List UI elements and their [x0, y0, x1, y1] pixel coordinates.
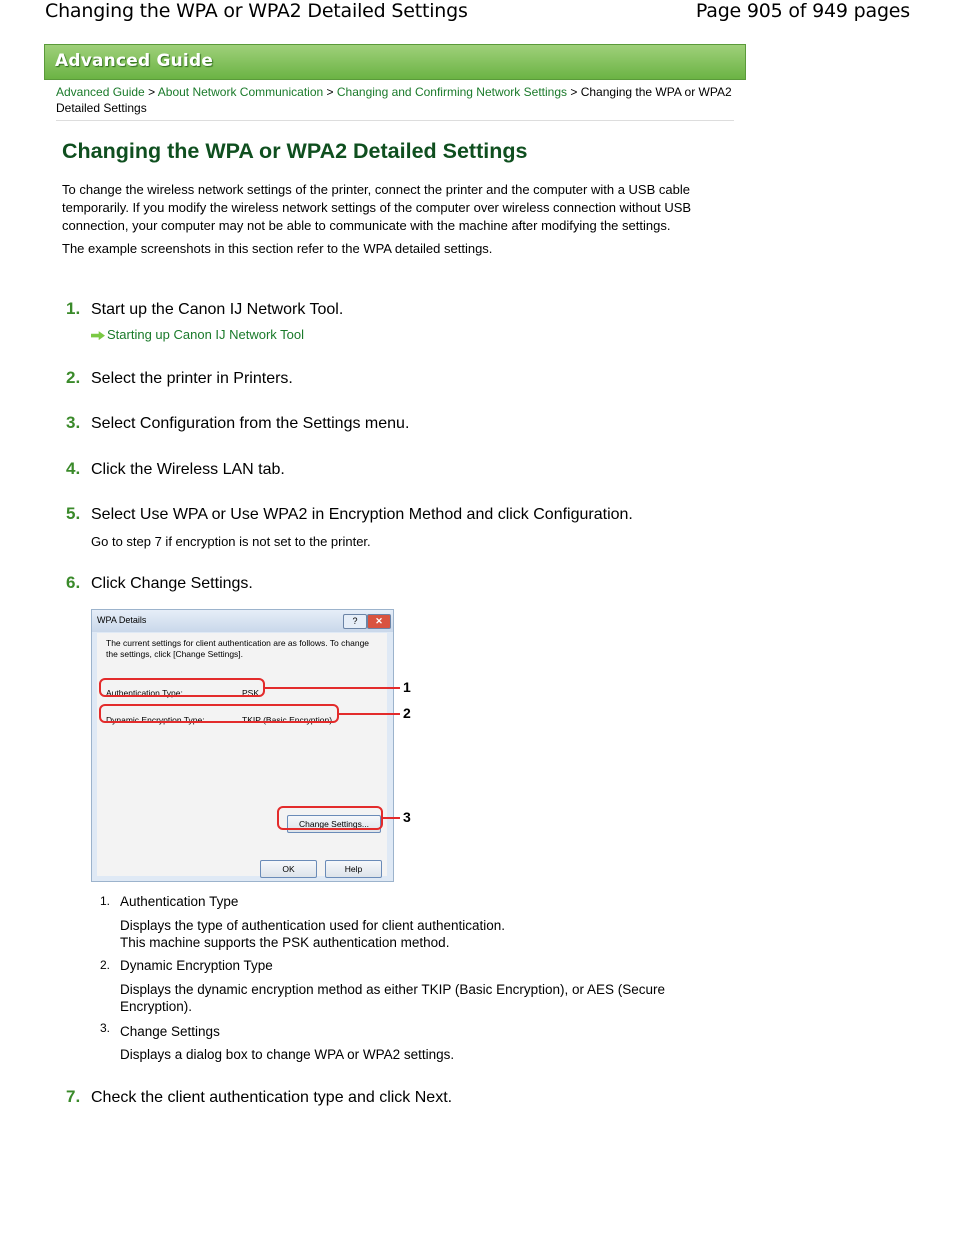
- breadcrumb-link-network-settings[interactable]: Changing and Confirming Network Settings: [336, 85, 567, 99]
- step-text: Select the printer in Printers.: [91, 370, 293, 387]
- breadcrumb-current: Changing the WPA or WPA2 Detailed Settings: [56, 85, 732, 115]
- callout-line-1: [263, 687, 400, 689]
- callout-box-2: [99, 704, 339, 723]
- close-icon: ✕: [367, 614, 391, 629]
- step-text: Click the Wireless LAN tab.: [91, 461, 285, 478]
- description-line: Displays a dialog box to change WPA or WPA2 settings.: [120, 1047, 455, 1062]
- description-line: This machine supports the PSK authentication method.: [120, 935, 450, 950]
- intro-text: [62, 181, 722, 263]
- breadcrumb-separator: >: [326, 85, 334, 99]
- step-number: 1.: [66, 299, 81, 318]
- description-line: Encryption).: [120, 999, 193, 1014]
- callout-line-2: [337, 713, 400, 715]
- step-number: 2.: [66, 368, 81, 387]
- step-2: [66, 368, 293, 388]
- callout-number-3: 3: [403, 809, 411, 825]
- step-number: 6.: [66, 573, 81, 592]
- breadcrumb-separator: >: [570, 85, 578, 99]
- legend-label: Change Settings: [120, 1024, 220, 1039]
- enc-type-value: TKIP (Basic Encryption): [242, 715, 333, 725]
- legend-number: 1.: [100, 894, 111, 908]
- step-1-link[interactable]: [91, 327, 304, 342]
- legend-label: Dynamic Encryption Type: [120, 958, 273, 973]
- dialog-message: The current settings for client authentication are as follows. To change the settings, click [Change Settings].: [106, 638, 370, 659]
- help-icon: ?: [343, 614, 367, 629]
- arrow-right-icon: [91, 331, 105, 340]
- callout-line-3: [381, 817, 400, 819]
- callout-number-2: 2: [403, 705, 411, 721]
- breadcrumb-separator: >: [148, 85, 156, 99]
- step-text: Start up the Canon IJ Network Tool.: [91, 301, 344, 318]
- breadcrumb-link-network-communication[interactable]: About Network Communication: [157, 85, 324, 99]
- legend-description: [120, 981, 665, 1015]
- intro-paragraph: The example screenshots in this section refer to the WPA detailed settings.: [62, 241, 493, 256]
- step-text: Click Change Settings.: [91, 575, 253, 592]
- page-indicator: Page 905 of 949 pages: [695, 0, 910, 22]
- step-number: 5.: [66, 504, 81, 523]
- callout-box-1: [99, 678, 265, 697]
- description-line: Displays the type of authentication used for client authentication.: [120, 918, 505, 933]
- step-text: Select Use WPA or Use WPA2 in Encryption Method and click Configuration.: [91, 506, 633, 523]
- step-7: [66, 1087, 452, 1107]
- breadcrumb-link-advanced-guide[interactable]: Advanced Guide: [56, 85, 145, 99]
- auth-type-label: Authentication Type:: [106, 688, 183, 698]
- step-1: [66, 299, 343, 319]
- step-4: [66, 459, 285, 479]
- help-button: Help: [325, 860, 382, 878]
- step-5: [66, 504, 633, 524]
- banner-label: Advanced Guide: [55, 51, 214, 71]
- step-text: Check the client authentication type and click Next.: [91, 1089, 453, 1106]
- legend-description: [120, 917, 505, 951]
- change-settings-button: Change Settings...: [287, 815, 381, 833]
- legend-description: [120, 1046, 454, 1063]
- auth-type-value: PSK: [242, 688, 260, 698]
- page-title: Changing the WPA or WPA2 Detailed Settings: [62, 139, 528, 163]
- step-3: [66, 413, 409, 433]
- step-number: 7.: [66, 1087, 81, 1106]
- legend-number: 2.: [100, 958, 111, 972]
- legend-label: Authentication Type: [120, 894, 239, 909]
- callout-box-3: [277, 806, 383, 830]
- legend-number: 3.: [100, 1021, 111, 1035]
- link-text[interactable]: Starting up Canon IJ Network Tool: [107, 327, 305, 342]
- step-5-note: Go to step 7 if encryption is not set to the printer.: [91, 534, 371, 549]
- breadcrumb: [56, 84, 736, 116]
- dialog-body: [97, 633, 387, 876]
- enc-type-label: Dynamic Encryption Type:: [106, 715, 205, 725]
- dialog-titlebar: [92, 610, 393, 632]
- callout-number-1: 1: [403, 679, 411, 695]
- divider: [56, 120, 734, 121]
- ok-button: OK: [260, 860, 317, 878]
- step-text: Select Configuration from the Settings menu.: [91, 415, 410, 432]
- step-number: 4.: [66, 459, 81, 478]
- intro-paragraph: To change the wireless network settings of the printer, connect the printer and the computer with a USB cable temporarily. If you modify the wireless network settings of the computer over wireless connection without USB connection, your computer may not be able to communicate with the machine after modifying the settings.: [62, 182, 692, 233]
- wpa-details-dialog-screenshot: [91, 609, 394, 882]
- document-title: Changing the WPA or WPA2 Detailed Settings: [45, 0, 468, 22]
- step-6: [66, 573, 253, 593]
- step-number: 3.: [66, 413, 81, 432]
- dialog-title: WPA Details: [97, 615, 147, 625]
- advanced-guide-banner: [44, 44, 746, 80]
- description-line: Displays the dynamic encryption method as either TKIP (Basic Encryption), or AES (Secure: [120, 982, 665, 997]
